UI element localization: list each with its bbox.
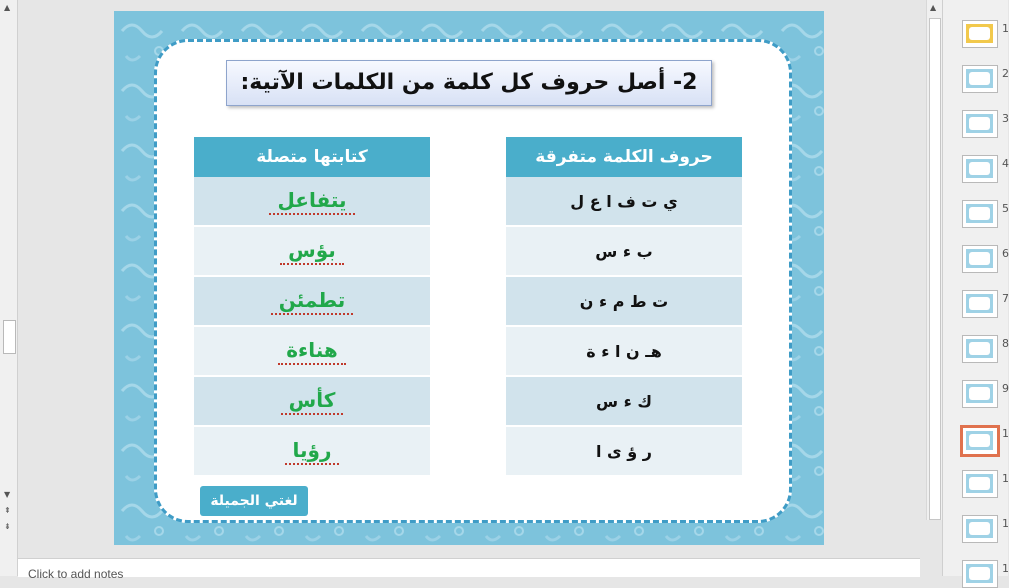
previous-slide-icon[interactable]: ⇞: [4, 506, 11, 515]
thumbnail-preview: [966, 69, 993, 88]
thumbnail-preview: [966, 384, 993, 403]
slide-number: 1: [1002, 472, 1009, 485]
thumbnail-preview: [966, 204, 993, 223]
slide-number: 7: [1002, 292, 1009, 305]
slide-number: 1: [1002, 517, 1009, 530]
canvas-scrollbar-thumb[interactable]: [929, 18, 941, 520]
thumbnail-preview: [966, 159, 993, 178]
connected-words-header: كتابتها متصلة: [194, 137, 430, 177]
slide-thumbnail[interactable]: [962, 335, 998, 363]
slide-number: 1: [1002, 22, 1009, 35]
answer-word: تطمئن: [271, 287, 354, 315]
brand-badge: لغتي الجميلة: [200, 486, 308, 516]
thumbnail-content: [969, 522, 990, 535]
thumbnail-preview: [966, 339, 993, 358]
scroll-down-arrow-icon[interactable]: ▼: [4, 490, 11, 499]
thumbnail-preview: [966, 249, 993, 268]
table-row: [194, 277, 430, 327]
slide-number: 8: [1002, 337, 1009, 350]
letters-cell: ت ط م ء ن: [579, 291, 669, 311]
thumbnail-preview: [966, 294, 993, 313]
answer-word: هناءة: [278, 337, 346, 365]
thumbnail-preview: [966, 431, 993, 450]
table-row: [506, 427, 742, 477]
slide-number: 9: [1002, 382, 1009, 395]
slide-thumbnail[interactable]: [962, 380, 998, 408]
answer-word: يتفاعل: [269, 187, 354, 215]
table-row: [194, 427, 430, 477]
slide-thumbnail[interactable]: [962, 290, 998, 318]
table-row: [506, 227, 742, 277]
thumbnail-content: [969, 342, 990, 355]
slide-thumbnail[interactable]: [960, 425, 1000, 457]
left-pane-scrollbar[interactable]: [0, 0, 18, 576]
slide-thumbnail[interactable]: [962, 20, 998, 48]
thumbnail-content: [969, 252, 990, 265]
scrollbar-thumb[interactable]: [3, 320, 16, 354]
scroll-up-arrow-icon[interactable]: ▲: [4, 3, 11, 12]
slide-thumbnail[interactable]: [962, 110, 998, 138]
letters-cell: ر ؤ ى ا: [595, 441, 652, 461]
slide-thumbnail[interactable]: [962, 515, 998, 543]
slide-title: 2- أصل حروف كل كلمة من الكلمات الآتية:: [240, 70, 698, 95]
slide-thumbnail[interactable]: [962, 65, 998, 93]
table-row: [506, 277, 742, 327]
letters-cell: ب ء س: [595, 241, 653, 261]
slide-title-box[interactable]: [226, 60, 712, 106]
thumbnail-preview: [966, 519, 993, 538]
scroll-up-arrow-icon[interactable]: ▲: [930, 3, 937, 12]
table-row: [194, 327, 430, 377]
thumbnail-preview: [966, 114, 993, 133]
table-row: [506, 377, 742, 427]
slide-thumbnail[interactable]: [962, 155, 998, 183]
table-row: [194, 227, 430, 277]
slide-number: 2: [1002, 67, 1009, 80]
thumbnail-content: [969, 117, 990, 130]
slide-thumbnail[interactable]: [962, 560, 998, 588]
thumbnail-preview: [966, 474, 993, 493]
connected-words-table: [194, 137, 430, 477]
table-row: [506, 177, 742, 227]
slide-thumbnail[interactable]: [962, 200, 998, 228]
thumbnail-preview: [966, 24, 993, 43]
slide-number: 6: [1002, 247, 1009, 260]
notes-pane[interactable]: [18, 558, 920, 581]
thumbnail-content: [969, 387, 990, 400]
thumbnail-content: [969, 162, 990, 175]
thumbnail-content: [969, 297, 990, 310]
slide-thumbnail-list: [942, 0, 1007, 576]
slide-number: 1: [1002, 427, 1009, 440]
slide-number: 4: [1002, 157, 1009, 170]
canvas-scrollbar[interactable]: [926, 0, 942, 520]
answer-word: رؤيا: [285, 437, 340, 465]
thumbnail-preview: [966, 564, 993, 583]
table-row: [194, 177, 430, 227]
letters-cell: ي ت ف ا ع ل: [570, 191, 678, 211]
answer-word: بؤس: [280, 237, 344, 265]
slide-thumbnail[interactable]: [962, 245, 998, 273]
slide-thumbnail[interactable]: [962, 470, 998, 498]
slide-number: 3: [1002, 112, 1009, 125]
table-row: [506, 327, 742, 377]
letters-cell: ك ء س: [595, 391, 653, 411]
slide[interactable]: [114, 11, 824, 545]
slide-number: 5: [1002, 202, 1009, 215]
table-row: [194, 377, 430, 427]
thumbnail-content: [969, 567, 990, 580]
letters-cell: هـ ن ا ء ة: [586, 341, 662, 361]
thumbnail-content: [969, 434, 990, 447]
thumbnail-content: [969, 207, 990, 220]
thumbnail-content: [969, 72, 990, 85]
separated-letters-header: حروف الكلمة متفرقة: [506, 137, 742, 177]
next-slide-icon[interactable]: ⇟: [4, 522, 11, 531]
answer-word: كأس: [281, 387, 344, 415]
notes-placeholder[interactable]: Click to add notes: [28, 567, 124, 581]
slide-number: 1: [1002, 562, 1009, 575]
thumbnail-content: [969, 27, 990, 40]
separated-letters-table: [506, 137, 742, 477]
thumbnail-content: [969, 477, 990, 490]
